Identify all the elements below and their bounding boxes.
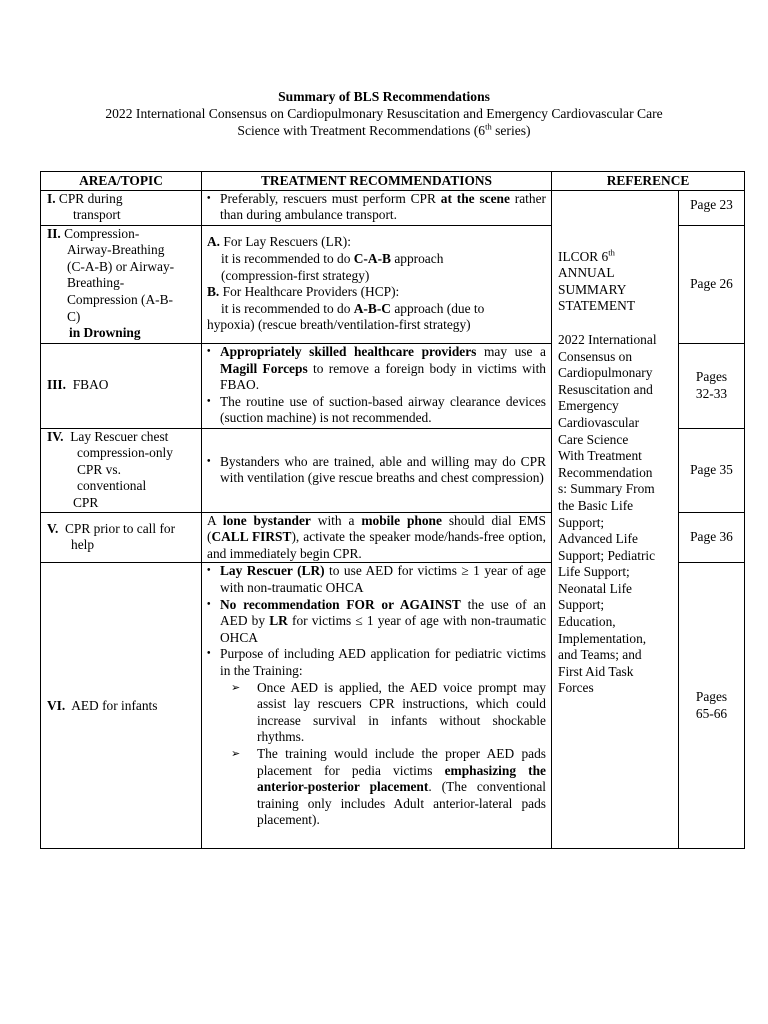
bls-summary-table [40, 171, 745, 849]
bullet-icon: • [207, 346, 211, 358]
recommendation-cell: • Appropriately skilled healthcare providers may use a Magill Forceps to remove a foreign body in victims with FBAO. • The routine use of suction-based airway clearance devices (suction machine) is not recommended. [202, 343, 552, 428]
document-subtitle: 2022 International Consensus on Cardiopulmonary Resuscitation and Emergency Cardiovascular Care [105, 106, 663, 121]
recommendation-cell: A. For Lay Rescuers (LR): it is recommended to do C-A-B approach (compression-first strategy) B. For Healthcare Providers (HCP): it is recommended to do A-B-C approach (due to hypoxia) (rescue breath/ventilation-first strategy) [202, 225, 552, 343]
recommendation-cell: A lone bystander with a mobile phone should dial EMS (CALL FIRST), activate the speaker mode/hands-free option, and immediately begin CPR. [202, 512, 552, 563]
page-cell: Page 35 [679, 428, 745, 512]
table-header-row [41, 172, 745, 191]
recommendation-cell: • Preferably, rescuers must perform CPR at the scene rather than during ambulance transport. [202, 190, 552, 225]
bullet-icon: • [207, 565, 211, 577]
document-subtitle-line2: Science with Treatment Recommendations (6th series) [237, 121, 531, 138]
document-header [0, 88, 768, 139]
topic-cell: VI. AED for infants [41, 563, 202, 849]
page-cell: Pages 32-33 [679, 343, 745, 428]
recommendation-cell: • Lay Rescuer (LR) to use AED for victims ≥ 1 year of age with non-traumatic OHCA • No recommendation FOR or AGAINST the use of an AED by LR for victims ≤ 1 year of age with non-traumatic OHCA • Purpose of including AED application for pediatric victims in the Training: ➢ Once AED is applied, the AED voice prompt may assist lay rescuers CPR instructions, which could increase survival in infants without shockable rhythms. ➢ The training would include the proper AED pads placement for pedia victims emphasizing the anterior-posterior placement. (The conventional training only includes Adult anterior-lateral pads placement). [202, 563, 552, 849]
column-header-area: AREA/TOPIC [41, 172, 202, 191]
topic-cell: II. Compression- Airway-Breathing (C-A-B) or Airway- Breathing- Compression (A-B- C) in Drowning [41, 225, 202, 343]
topic-cell: V. CPR prior to call for help [41, 512, 202, 563]
bullet-icon: • [207, 455, 211, 467]
page-cell: Page 23 [679, 190, 745, 225]
page-cell: Pages 65-66 [679, 563, 745, 849]
column-header-treatment: TREATMENT RECOMMENDATIONS [202, 172, 552, 191]
page-cell: Page 26 [679, 225, 745, 343]
arrow-bullet-icon: ➢ [231, 681, 241, 694]
page-cell: Page 36 [679, 512, 745, 563]
bullet-icon: • [207, 598, 211, 610]
topic-cell: I. CPR during transport [41, 190, 202, 225]
topic-cell: III. FBAO [41, 343, 202, 428]
recommendation-cell: • Bystanders who are trained, able and willing may do CPR with ventilation (give rescue breaths and chest compression) [202, 428, 552, 512]
reference-cell: ILCOR 6th ANNUAL SUMMARY STATEMENT 2022 International Consensus on Cardiopulmonary Resuscitation and Emergency Cardiovascular Care Science With Treatment Recommendation s: Summary From the Basic Life Support; Advanced Life Support; Pediatric Life Support; Neonatal Life Support; Education, Implementation, and Teams; and First Aid Task Forces [552, 190, 679, 849]
topic-cell: IV. Lay Rescuer chest compression-only CPR vs. conventional CPR [41, 428, 202, 512]
table-row [41, 190, 745, 225]
bullet-icon: • [207, 648, 211, 660]
bullet-icon: • [207, 192, 211, 204]
arrow-bullet-icon: ➢ [231, 747, 241, 760]
bullet-icon: • [207, 395, 211, 407]
document-title: Summary of BLS Recommendations [278, 89, 490, 104]
column-header-reference: REFERENCE [552, 172, 745, 191]
